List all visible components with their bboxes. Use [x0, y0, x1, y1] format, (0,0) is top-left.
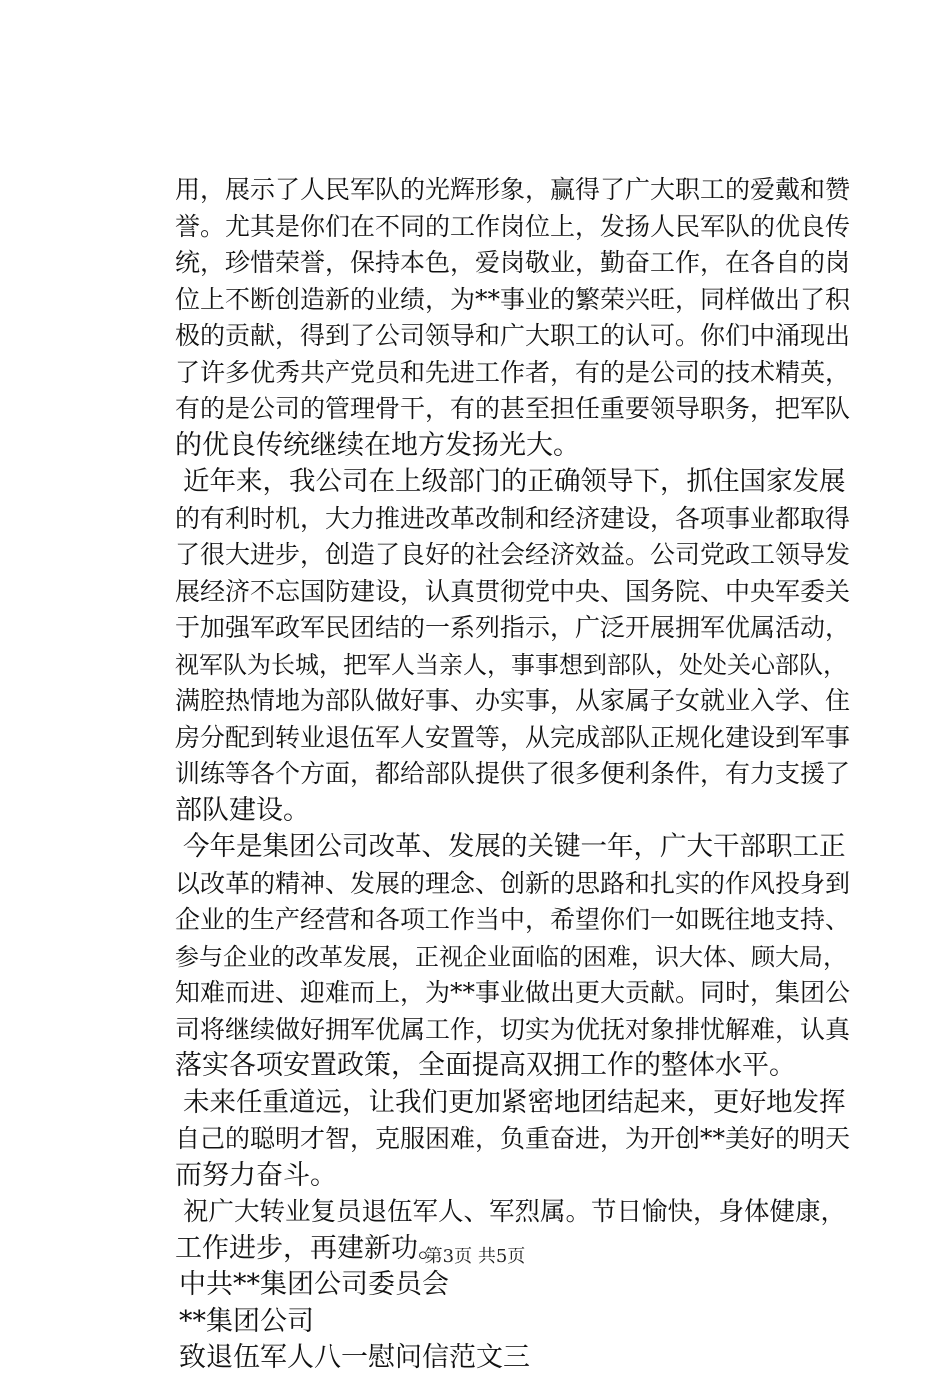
text-line: 了很大进步，创造了良好的社会经济效益。公司党政工领导发 [175, 540, 851, 569]
text-line: 了许多优秀共产党员和先进工作者，有的是公司的技术精英， [175, 357, 851, 387]
next-section-title: 致退伍军人八一慰问信范文三 [179, 1342, 530, 1373]
letter-body [175, 172, 851, 1377]
text-line: 于加强军政军民团结的一系列指示，广泛开展拥军优属活动， [175, 613, 851, 642]
paragraph-3 [175, 829, 851, 1085]
text-line: 位上不断创造新的业绩，为**事业的繁荣兴旺，同样做出了积 [175, 284, 851, 314]
paragraph-2 [175, 464, 851, 829]
text-line: 房分配到转业退伍军人安置等，从完成部队正规化建设到军事 [175, 722, 851, 752]
text-line: 训练等各个方面，都给部队提供了很多便利条件，有力支援了 [175, 759, 851, 788]
paragraph-4 [175, 1085, 851, 1195]
text-line: 的优良传统继续在地方发扬光大。 [175, 429, 580, 461]
text-line: 的有利时机，大力推进改革改制和经济建设，各项事业都取得 [175, 503, 851, 533]
text-line: 部队建设。 [175, 794, 310, 826]
paragraph-1 [175, 172, 851, 464]
text-line: 未来任重道远，让我们更加紧密地团结起来，更好地发挥 [183, 1086, 846, 1118]
text-line: 自己的聪明才智，克服困难，负重奋进，为开创**美好的明天 [175, 1124, 851, 1153]
text-line: 参与企业的改革发展，正视企业面临的困难，识大体、顾大局， [175, 942, 847, 971]
text-line: 用，展示了人民军队的光辉形象，赢得了广大职工的爱戴和赞 [175, 175, 851, 204]
page-number: 第3页 共5页 [424, 1246, 526, 1267]
text-line: 祝广大转业复员退伍军人、军烈属。节日愉快，身体健康， [183, 1197, 847, 1227]
signature-org-company: **集团公司 [179, 1305, 314, 1337]
text-line: 今年是集团公司改革、发展的关键一年，广大干部职工正 [183, 831, 846, 862]
text-line: 满腔热情地为部队做好事、办实事，从家属子女就业入学、住 [175, 686, 851, 715]
text-line: 视军队为长城，把军人当亲人，事事想到部队，处处关心部队， [175, 650, 847, 679]
text-line: 统，珍惜荣誉，保持本色，爱岗敬业，勤奋工作，在各自的岗 [175, 248, 851, 277]
text-line: 极的贡献，得到了公司领导和广大职工的认可。你们中涌现出 [175, 321, 851, 350]
text-line: 展经济不忘国防建设，认真贯彻党中央、国务院、中央军委关 [175, 576, 851, 606]
text-line: 近年来，我公司在上级部门的正确领导下，抓住国家发展 [183, 466, 846, 497]
text-line: 知难而进、迎难而上，为**事业做出更大贡献。同时，集团公 [175, 978, 851, 1007]
signature-org-party-committee: 中共**集团公司委员会 [179, 1269, 449, 1300]
text-line: 工作进步，再建新功。 [175, 1232, 445, 1264]
text-line: 企业的生产经营和各项工作当中，希望你们一如既往地支持、 [175, 905, 851, 934]
text-line: 司将继续做好拥军优属工作，切实为优抚对象排忧解难，认真 [175, 1014, 851, 1044]
text-line: 誉。尤其是你们在不同的工作岗位上，发扬人民军队的优良传 [175, 211, 851, 241]
signature-block [175, 1267, 847, 1377]
text-line: 以改革的精神、发展的理念、创新的思路和扎实的作风投身到 [175, 868, 851, 898]
text-line: 落实各项安置政策，全面提高双拥工作的整体水平。 [175, 1050, 796, 1081]
text-line: 而努力奋斗。 [175, 1159, 337, 1191]
text-line: 有的是公司的管理骨干，有的甚至担任重要领导职务，把军队 [175, 394, 851, 423]
